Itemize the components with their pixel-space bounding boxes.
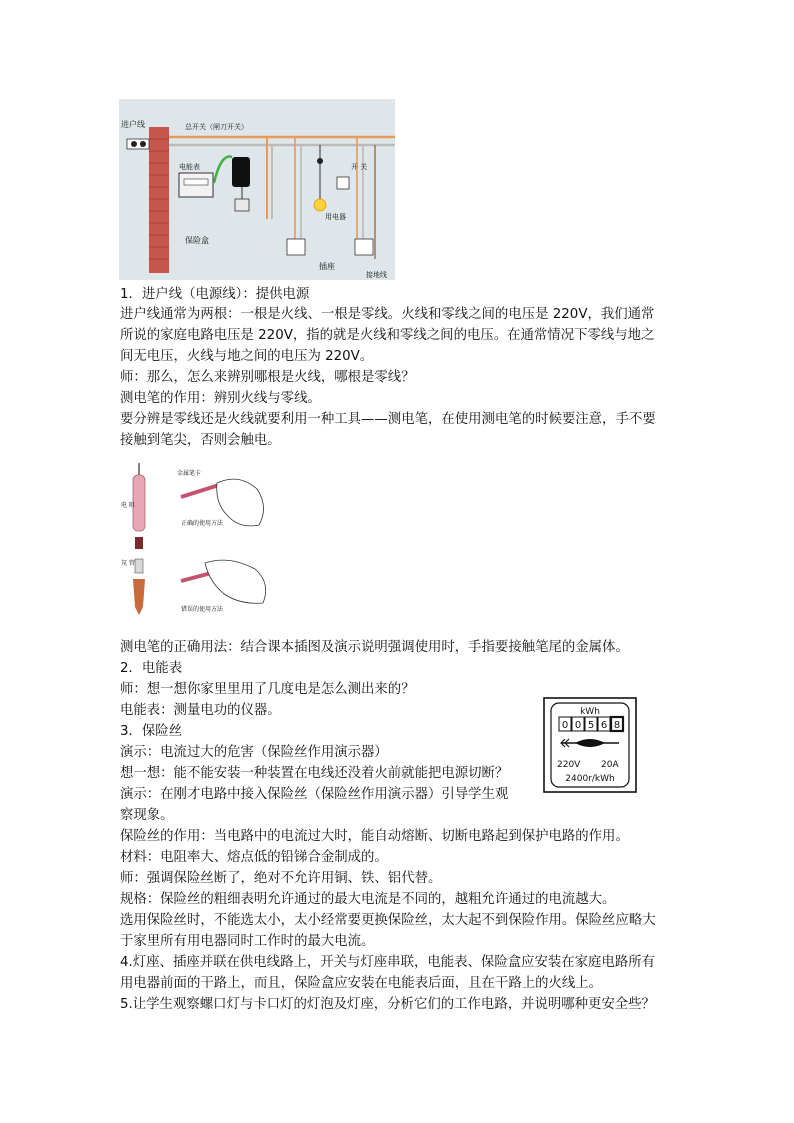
fig2-label-correct: 正确的使用方法	[181, 520, 224, 527]
text-line-13: 3．保险丝	[120, 724, 183, 739]
fig1-label-ground: 接地线	[366, 271, 387, 279]
test-pen-figure	[119, 459, 282, 627]
household-circuit-figure	[119, 99, 395, 280]
text-line-20: 师：强调保险丝断了，绝对不允许用铜、铁、铝代替。	[120, 871, 442, 886]
text-line-10: 2．电能表	[120, 661, 183, 676]
text-line-4: 间无电压，火线与地之间的电压为 220V。	[120, 349, 374, 364]
text-line-9: 测电笔的正确用法：结合课本插图及演示说明强调使用时，手指要接触笔尾的金属体。	[120, 640, 629, 655]
meter-digit-5: 8	[613, 720, 621, 731]
fig1-label-appliance: 用电器	[325, 213, 346, 221]
text-line-24: 4.灯座、插座并联在供电线路上，开关与灯座串联，电能表、保险盒应安装在家庭电路所有	[120, 955, 656, 970]
fig2-label-resistor	[121, 501, 135, 509]
meter-voltage: 220V	[557, 760, 581, 770]
fig1-label-socket: 插座	[319, 262, 335, 271]
text-line-21: 规格：保险丝的粗细表明允许通过的最大电流是不同的，越粗允许通过的电流越大。	[120, 892, 616, 907]
meter-digit-2: 0	[574, 720, 582, 731]
meter-digits	[559, 717, 623, 731]
meter-rate: 2400r/kWh	[565, 774, 615, 784]
text-line-15: 想一想：能不能安装一种装置在电线还没着火前就能把电源切断？	[120, 766, 509, 781]
text-line-25: 用电器前面的干路上，而且，保险盒应安装在电能表后面，且在干路上的火线上。	[120, 976, 603, 991]
fig2-label-metal-tip: 金属笔卡	[177, 470, 202, 477]
text-line-26: 5.让学生观察螺口灯与卡口灯的灯泡及灯座，分析它们的工作电路，并说明哪种更安全些？	[120, 997, 656, 1012]
meter-digit-4: 6	[600, 720, 608, 731]
text-line-16: 演示：在刚才电路中接入保险丝（保险丝作用演示器）引导学生观	[120, 787, 509, 802]
meter-unit: kWh	[580, 707, 600, 717]
text-line-3: 所说的家庭电路电压是 220V，指的就是火线和零线之间的电压。在通常情况下零线与地之	[120, 328, 655, 343]
meter-digit-1: 0	[561, 720, 569, 731]
fig1-label-switch	[351, 162, 367, 171]
text-line-1: 1．进户线（电源线）：提供电源	[120, 287, 310, 302]
meter-current: 20A	[601, 760, 619, 770]
fig1-label-meter: 电能表	[179, 163, 200, 171]
meter-digit-3: 5	[587, 720, 595, 731]
text-line-8: 接触到笔尖，否则会触电。	[120, 433, 281, 448]
fig2-label-neon	[121, 559, 135, 567]
text-line-2: 进户线通常为两根：一根是火线、一根是零线。火线和零线之间的电压是 220V，我们通常	[120, 307, 655, 322]
text-line-5: 师：那么，怎么来辨别哪根是火线，哪根是零线？	[120, 370, 415, 385]
text-line-14: 演示：电流过大的危害（保险丝作用演示器）	[120, 745, 388, 760]
fig2-label-neon-text: 氖 管	[121, 560, 135, 567]
fig2-label-wrong: 错误的使用方法	[181, 606, 224, 613]
fig2-label-resistor-text: 电 阻	[121, 502, 135, 509]
text-line-22: 选用保险丝时，不能选太小，太小经常要更换保险丝，太大起不到保险作用。保险丝应略大	[120, 913, 656, 928]
fig1-label-fuse-box: 保险盒	[185, 236, 209, 245]
text-line-11: 师：想一想你家里里用了几度电是怎么测出来的？	[120, 682, 415, 697]
text-line-23: 于家里所有用电器同时工作时的最大电流。	[120, 934, 375, 949]
fig1-label-main-switch: 总开关（闸刀开关）	[185, 123, 248, 131]
fig1-label-incoming: 进户线	[121, 120, 145, 129]
text-line-19: 材料：电阻率大、熔点低的铅锑合金制成的。	[120, 850, 388, 865]
fig1-label-switch-text: 开 关	[351, 163, 368, 171]
text-line-17: 察现象。	[120, 808, 174, 823]
text-line-18: 保险丝的作用：当电路中的电流过大时，能自动熔断、切断电路起到保护电路的作用。	[120, 829, 629, 844]
text-line-6: 测电笔的作用：辨别火线与零线。	[120, 391, 321, 406]
text-line-12: 电能表：测量电功的仪器。	[120, 703, 281, 718]
text-line-7: 要分辨是零线还是火线就要利用一种工具——测电笔，在使用测电笔的时候要注意，手不要	[120, 412, 656, 427]
electric-meter-figure	[543, 697, 637, 793]
